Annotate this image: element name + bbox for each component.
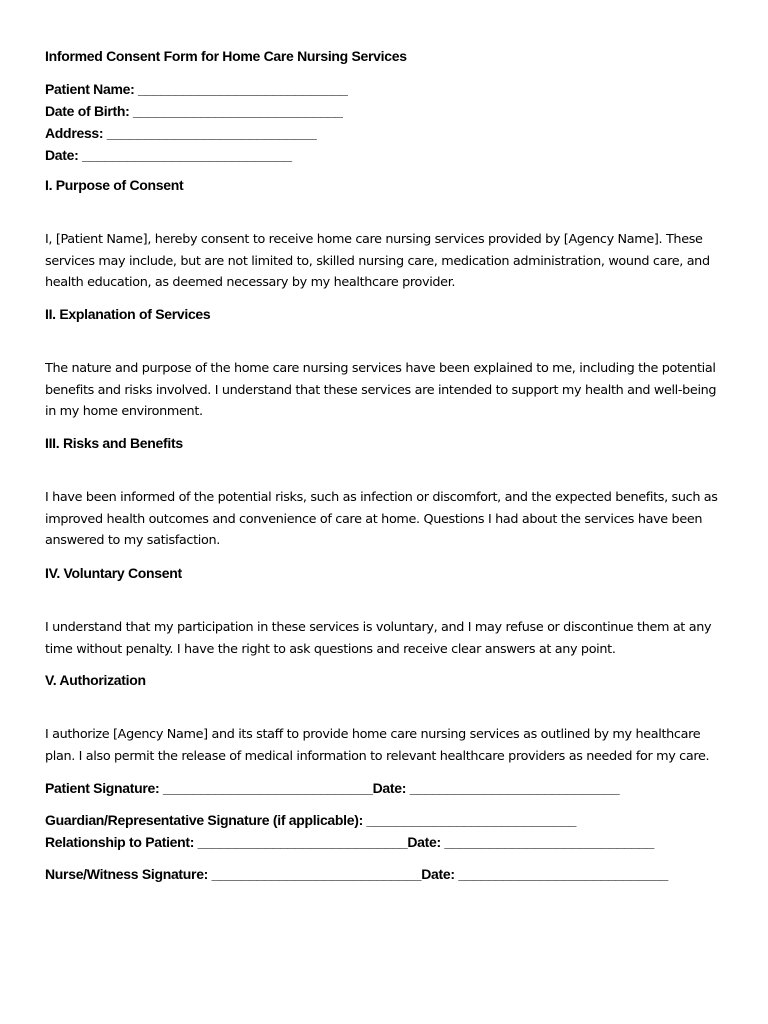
document-title: Informed Consent Form for Home Care Nursing Services [45,48,407,64]
section-body-voluntary-consent: I understand that my participation in these services is voluntary, and I may refuse or discontinue them at any time without penalty. I have the right to ask questions and receive clear answers at any point. [45,620,712,657]
guardian-signature-block [45,809,654,853]
date-field: Date: ____________________________ [45,147,292,163]
section-heading-purpose: I. Purpose of Consent [45,177,184,193]
nurse-signature-block [45,863,668,885]
section-heading-authorization: V. Authorization [45,672,146,688]
patient-name-field: Patient Name: ____________________________ [45,81,348,97]
section-heading-voluntary-consent: IV. Voluntary Consent [45,565,182,581]
patient-signature-block [45,777,619,799]
section-body-explanation: The nature and purpose of the home care nursing services have been explained to me, including the potential benefits and risks involved. I understand that these services are intended to support my health and well-being in my home environment. [45,361,717,420]
section-body-risks-benefits: I have been informed of the potential risks, such as infection or discomfort, and the expected benefits, such as improved health outcomes and convenience of care at home. Questions I had about the services have been answered to my satisfaction. [45,490,718,549]
section-heading-explanation: II. Explanation of Services [45,306,211,322]
section-heading-risks-benefits: III. Risks and Benefits [45,435,183,451]
guardian-signature-line: Guardian/Representative Signature (if applicable): ____________________________ [45,812,577,828]
nurse-signature-line: Nurse/Witness Signature: ____________________________Date: ____________________________ [45,866,668,882]
patient-signature-line: Patient Signature: ____________________________Date: ____________________________ [45,780,620,796]
relationship-line: Relationship to Patient: ____________________________Date: ____________________________ [45,834,655,850]
address-field: Address: ____________________________ [45,125,317,141]
patient-info-fields [45,78,348,166]
section-body-purpose: I, [Patient Name], hereby consent to receive home care nursing services provided by [Agency Name]. These services may include, but are not limited to, skilled nursing care, medication administration, wound care, and health education, as deemed necessary by my healthcare provider. [45,232,710,291]
section-body-authorization: I authorize [Agency Name] and its staff to provide home care nursing services as outlined by my healthcare plan. I also permit the release of medical information to relevant healthcare providers as needed for my care. [45,727,710,764]
date-of-birth-field: Date of Birth: ____________________________ [45,103,343,119]
